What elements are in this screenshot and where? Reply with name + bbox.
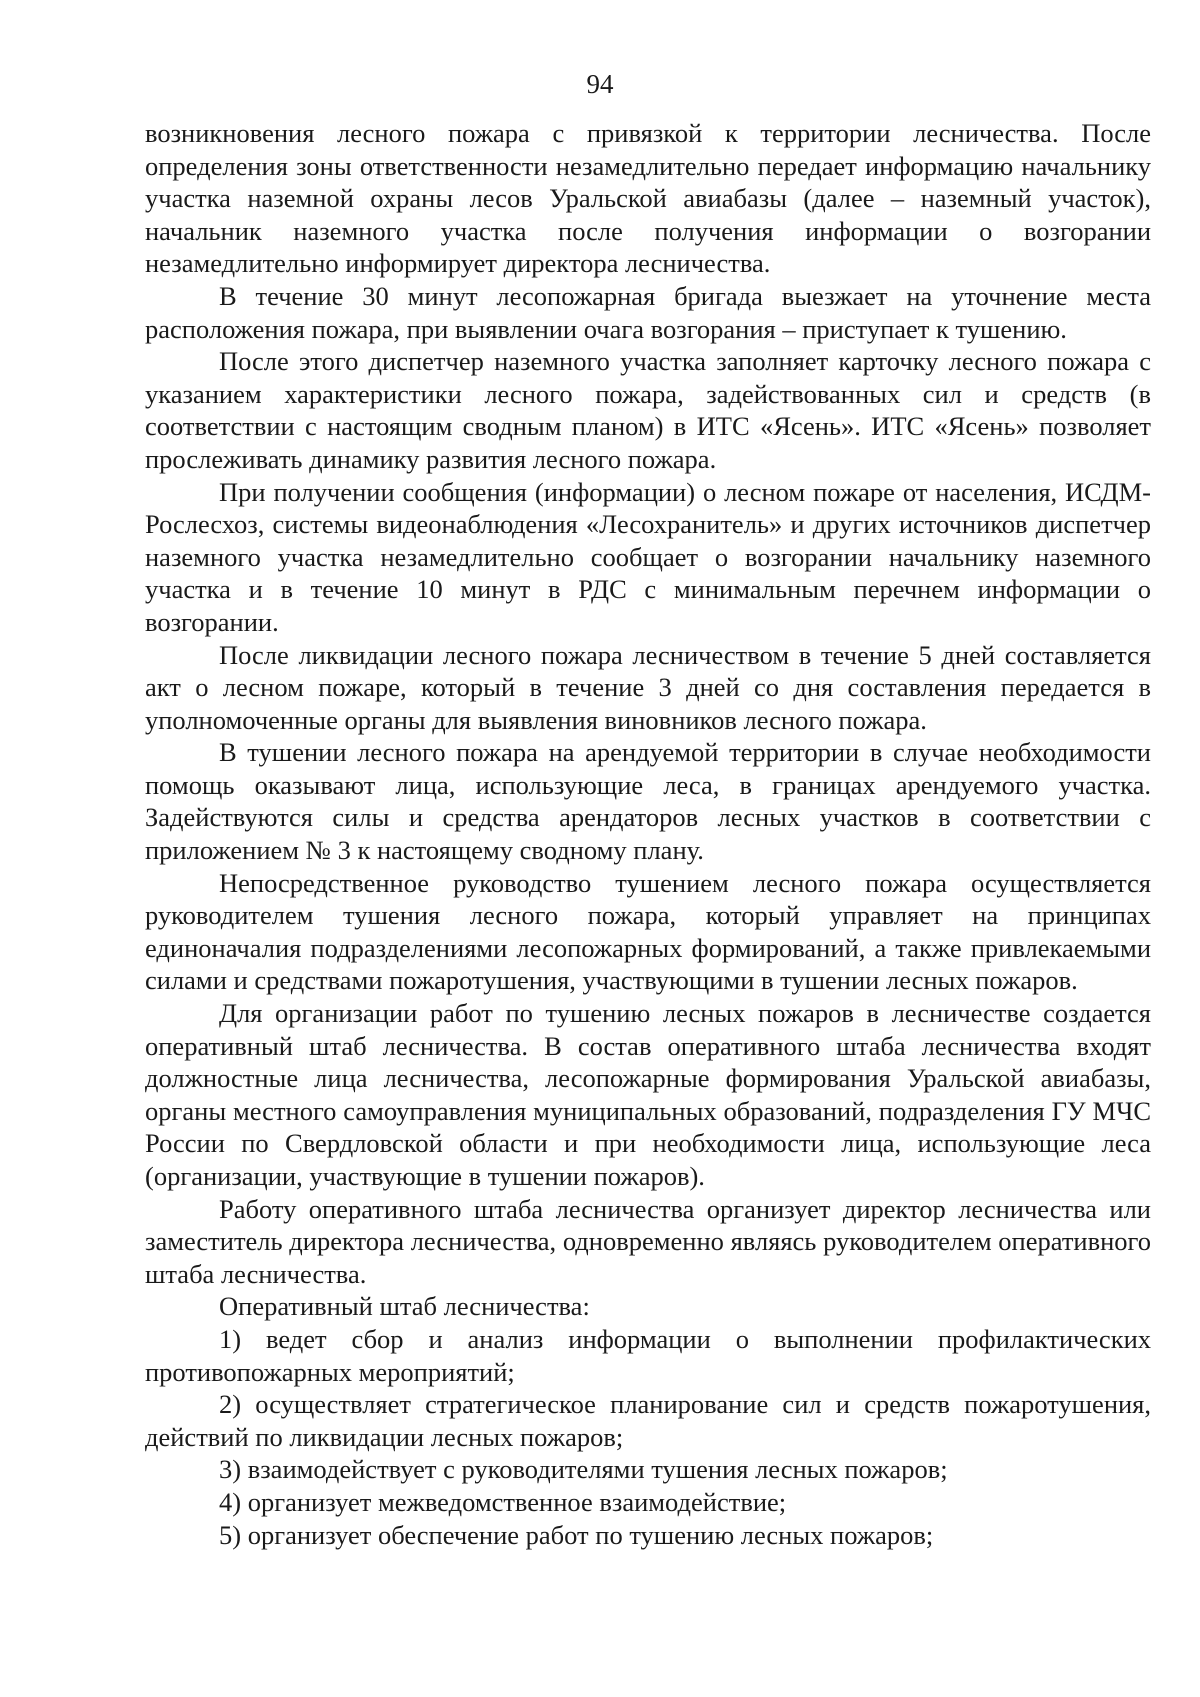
paragraph-fire-reports: При получении сообщения (информации) о лесном пожаре от населения, ИСДМ-Рослесхоз, системы видеонаблюдения «Лесохранитель» и других источников диспетчер наземного участка незамедлительно сообщает о возгорании начальнику наземного участка и в течение 10 минут в РДС с минимальным перечнем информации о возгорании. bbox=[145, 476, 1151, 637]
list-item-3: 3) взаимодействует с руководителями тушения лесных пожаров; bbox=[219, 1454, 948, 1485]
paragraph-operational-hq: Для организации работ по тушению лесных пожаров в лесничестве создается оперативный штаб лесничества. В состав оперативного штаба лесничества входят должностные лица лесничества, лесопожарные формирования Уральской авиабазы, органы местного самоуправления муниципальных образований, подразделения ГУ МЧС России по Свердловской области и при необходимости лица, использующие леса (организации, участвующие в тушении пожаров). bbox=[145, 998, 1151, 1191]
paragraph-leased-territory: В тушении лесного пожара на арендуемой территории в случае необходимости помощь оказывают лица, использующие леса, в границах арендуемого участка. Задействуются силы и средства арендаторов лесных участков в соответствии с приложением № 3 к настоящему сводному плану. bbox=[145, 737, 1151, 866]
page-number: 94 bbox=[586, 69, 614, 99]
paragraph-brigade-departure: В течение 30 минут лесопожарная бригада выезжает на уточнение места расположения пожара, при выявлении очага возгорания – приступает к тушению. bbox=[145, 280, 1151, 344]
list-item-2: 2) осуществляет стратегическое планирование сил и средств пожаротушения, действий по ликвидации лесных пожаров; bbox=[145, 1389, 1151, 1452]
paragraph-fire-act: После ликвидации лесного пожара лесничеством в течение 5 дней составляется акт о лесном пожаре, который в течение 3 дней со дня составления передается в уполномоченные органы для выявления виновников лесного пожара. bbox=[145, 639, 1151, 735]
list-item-4: 4) организует межведомственное взаимодействие; bbox=[219, 1486, 787, 1517]
paragraph-fire-card: После этого диспетчер наземного участка заполняет карточку лесного пожара с указанием характеристики лесного пожара, задействованных сил и средств (в соответствии с настоящим сводным планом) в ИТС «Ясень». ИТС «Ясень» позволяет прослеживать динамику развития лесного пожара. bbox=[145, 346, 1151, 474]
list-item-5: 5) организует обеспечение работ по тушению лесных пожаров; bbox=[219, 1519, 934, 1550]
list-item-1: 1) ведет сбор и анализ информации о выполнении профилактических противопожарных мероприятий; bbox=[145, 1323, 1151, 1387]
paragraph-hq-leadership: Работу оперативного штаба лесничества организует директор лесничества или заместитель директора лесничества, одновременно являясь руководителем оперативного штаба лесничества. bbox=[145, 1193, 1151, 1289]
paragraph-hq-functions-intro: Оперативный штаб лесничества: bbox=[219, 1291, 590, 1322]
document-body bbox=[145, 117, 1151, 1551]
paragraph-continuation: возникновения лесного пожара с привязкой к территории лесничества. После определения зоны ответственности незамедлительно передает информацию начальнику участка наземной охраны лесов Уральской авиабазы (далее – наземный участок), начальник наземного участка после получения информации о возгорании незамедлительно информирует директора лесничества. bbox=[145, 118, 1151, 279]
paragraph-direct-management: Непосредственное руководство тушением лесного пожара осуществляется руководителем тушения лесного пожара, который управляет на принципах единоначалия подразделениями лесопожарных формирований, а также привлекаемыми силами и средствами пожаротушения, участвующими в тушении лесных пожаров. bbox=[145, 867, 1151, 996]
